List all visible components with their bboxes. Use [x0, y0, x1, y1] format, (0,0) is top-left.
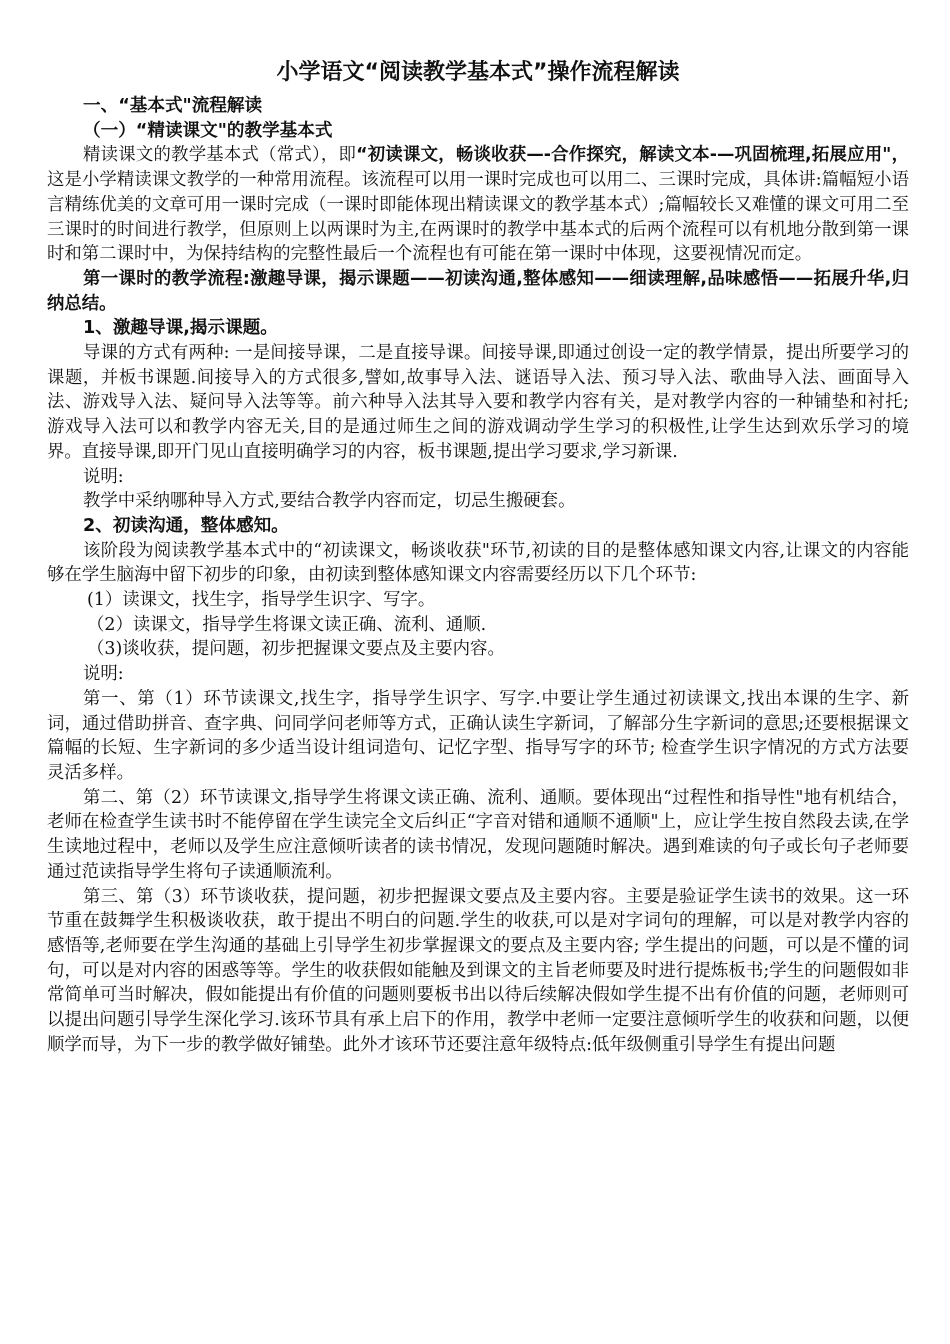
document-title: 小学语文“阅读教学基本式”操作流程解读 [276, 60, 680, 85]
intro-paragraph [47, 143, 909, 267]
list-item: （2）读课文，指导学生将课文读正确、流利、通顺. [87, 614, 487, 635]
step1-heading: 1、激趣导课,揭示课题。 [83, 318, 278, 339]
note-label-2: 说明: [83, 664, 124, 685]
note-label: 说明: [83, 466, 124, 487]
document-page [47, 58, 909, 1057]
section-heading: 一、“基本式"流程解读 [83, 96, 263, 116]
step1-body: 导课的方式有两种: 一是间接导课，二是直接导课。间接导课,即通过创设一定的教学情景，提出所要学习的课题，并板书课题.间接导入的方式很多,譬如,故事导入法、谜语导入法、预习导入法、歌曲导入法、画面导入法、游戏导入法、疑问导入法等等。前六种导入法其导入要和教学内容有关，是对教学内容的一种铺垫和衬托; 游戏导入法可以和教学内容无关,目的是通过师生之间的游戏调动学生学习的积极性,让学生达到欢乐学习的境界。直接导课,即开门见山直接明确学习的内容，板书课题,提出学习要求,学习新课. [47, 343, 909, 462]
paragraph-third: 第三、第（3）环节谈收获，提问题，初步把握课文要点及主要内容。主要是验证学生读书的效果。这一环节重在鼓舞学生积极谈收获，敢于提出不明白的问题.学生的收获,可以是对字词句的理解，可以是对教学内容的感悟等,老师要在学生沟通的基础上引导学生初步掌握课文的要点及主要内容; 学生提出的问题，可以是不懂的词句，可以是对内容的困惑等等。学生的收获假如能触及到课文的主旨老师要及时进行提炼板书;学生的问题假如非常简单可当时解决，假如能提出有价值的问题则要板书出以待后续解决假如学生提不出有价值的问题，老师则可以提出问题引导学生深化学习.该环节具有承上启下的作用，教学中老师一定要注意倾听学生的收获和问题，以便顺学而导，为下一步的教学做好铺垫。此外才该环节还要注意年级特点:低年级侧重引导学生有提出问题 [47, 886, 909, 1055]
subsection-heading: （一）“精读课文"的教学基本式 [83, 120, 333, 141]
flow-paragraph: 第一课时的教学流程:激趣导课，揭示课题——初读沟通,整体感知——细读理解,品味感悟——拓展升华,归纳总结。 [47, 268, 909, 314]
list-item: （3)谈收获，提问题，初步把握课文要点及主要内容。 [87, 639, 505, 660]
paragraph-second: 第二、第（2）环节读课文,指导学生将课文读正确、流利、通顺。要体现出“过程性和指导性"地有机结合，老师在检查学生读书时不能停留在学生读完全文后纠正“字音对错和通顺不通顺"上，应让学生按自然段去读,在学生读地过程中，老师以及学生应注意倾听读者的读书情况，发现问题随时解决。遇到难读的句子或长句子老师要通过范读指导学生将句子读通顺流利。 [47, 787, 909, 882]
step1-note: 教学中采纳哪种导入方式,要结合教学内容而定，切忌生搬硬套。 [83, 491, 576, 512]
paragraph-first: 第一、第（1）环节读课文,找生字，指导学生识字、写字.中要让学生通过初读课文,找出本课的生字、新词，通过借助拼音、查字典、问同学问老师等方式，正确认读生字新词，了解部分生字新词的意思;还要根据课文篇幅的长短、生字新词的多少适当设计组词造句、记忆字型、指导写字的环节; 检查学生识字情况的方式方法要灵活多样。 [47, 688, 909, 783]
list-item: (1）读课文，找生字，指导学生识字、写字。 [87, 590, 436, 611]
step2-heading: 2、初读沟通，整体感知。 [83, 515, 289, 536]
intro-text-a: 精读课文的教学基本式（常式），即 [83, 145, 357, 166]
intro-text-c: 这是小学精读课文教学的一种常用流程。该流程可以用一课时完成也可以用二、三课时完成，具体讲:篇幅短小语言精练优美的文章可用一课时完成（一课时即能体现出精读课文的教学基本式）;篇幅较长又难懂的课文可用二至三课时的时间进行教学，但原则上以两课时为主,在两课时的教学中基本式的后两个流程可以有机地分散到第一课时和第二课时中，为保持结构的完整性最后一个流程也有可能在第一课时中体现，这要视情况而定。 [47, 170, 909, 265]
step2-body: 该阶段为阅读教学基本式中的“初读课文，畅谈收获"环节,初读的目的是整体感知课文内容,让课文的内容能够在学生脑海中留下初步的印象，由初读到整体感知课文内容需要经历以下几个环节: [47, 540, 909, 586]
intro-text-bold: “初读课文，畅谈收获—-合作探究，解读文本-—巩固梳理,拓展应用"， [356, 145, 909, 166]
